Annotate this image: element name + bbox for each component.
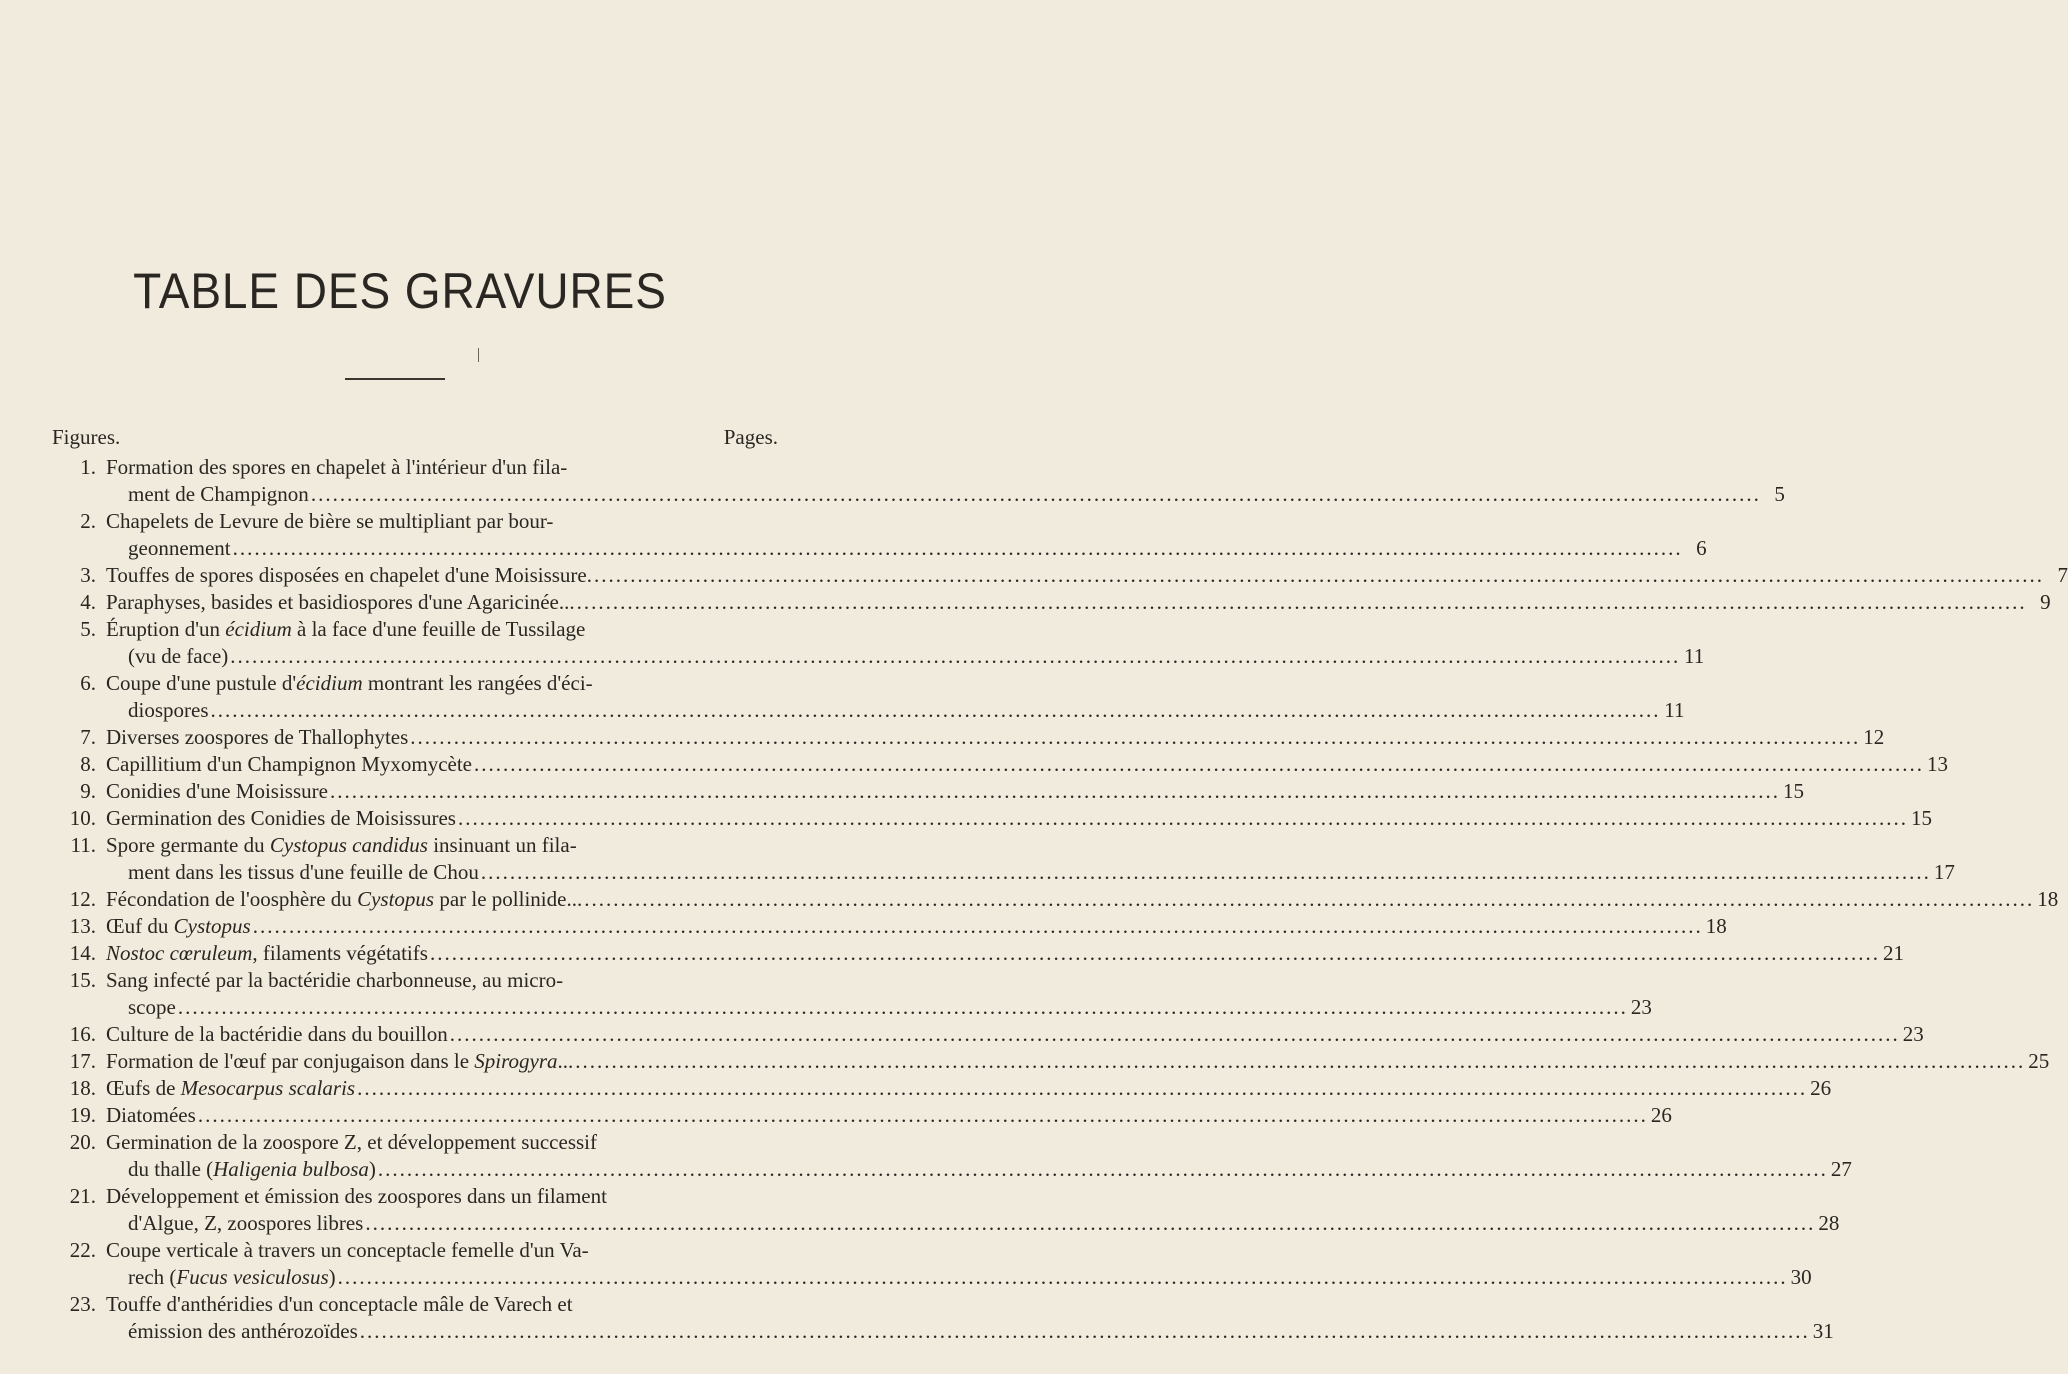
caption-text: scope	[128, 995, 176, 1019]
figure-number: 9.	[80, 779, 96, 803]
dot-leader	[330, 778, 1780, 805]
list-item	[52, 886, 2059, 913]
caption-line: Coupe verticale à travers un conceptacle femelle d'un Va-	[106, 1238, 589, 1262]
caption-last-line	[106, 886, 2058, 913]
figure-number: 21.	[69, 1184, 96, 1208]
caption-last-line	[106, 913, 1727, 940]
figure-caption	[106, 589, 2051, 616]
caption-text: Diverses zoospores de Thallophytes	[106, 725, 409, 749]
dot-leader	[378, 1156, 1828, 1183]
page-number: 15	[1782, 779, 1804, 803]
caption-line: Germination de la zoospore Z, et développement successif	[106, 1130, 597, 1154]
list-item	[52, 508, 1707, 562]
figure-number: 2.	[80, 509, 96, 533]
figure-caption	[106, 1021, 1924, 1048]
dot-leader	[450, 1021, 1900, 1048]
caption-text: ment de Champignon	[128, 482, 309, 506]
dot-leader	[311, 481, 1761, 508]
figure-caption	[106, 1291, 1834, 1345]
figure-caption	[106, 1129, 1852, 1183]
list-item	[52, 913, 1727, 940]
page-number: 18	[1705, 914, 1727, 938]
figure-caption	[106, 913, 1727, 940]
caption-last-line	[106, 994, 1652, 1021]
pages-label: Pages.	[723, 425, 778, 449]
page-number: 6	[1696, 536, 1707, 560]
figure-caption	[106, 1102, 1672, 1129]
caption-last-line	[106, 1048, 2049, 1075]
caption-last-line	[106, 724, 1884, 751]
figure-number: 3.	[80, 563, 96, 587]
figure-caption	[106, 616, 1704, 670]
figure-caption	[106, 670, 1685, 724]
figure-caption	[106, 805, 1932, 832]
dot-leader	[357, 1075, 1807, 1102]
dot-leader	[365, 1210, 1815, 1237]
figure-number: 16.	[69, 1022, 96, 1046]
dot-leader	[575, 1048, 2025, 1075]
figure-number: 10.	[69, 806, 96, 830]
figure-caption	[106, 562, 2068, 589]
list-item	[52, 616, 1705, 670]
list-item	[52, 1021, 1924, 1048]
figure-number: 20.	[69, 1130, 96, 1154]
figure-caption	[106, 1048, 2049, 1075]
dot-leader	[594, 562, 2044, 589]
dot-leader	[253, 913, 1703, 940]
figure-caption	[106, 724, 1884, 751]
dot-leader	[233, 535, 1683, 562]
figure-caption	[106, 886, 2058, 913]
caption-text: Fécondation de l'oosphère du Cystopus par le pollinide...	[106, 887, 583, 911]
caption-text: ment dans les tissus d'une feuille de Chou	[128, 860, 479, 884]
list-item	[52, 1183, 1840, 1237]
figure-caption	[106, 751, 1948, 778]
dot-leader	[410, 724, 1860, 751]
caption-last-line	[106, 751, 1948, 778]
list-item	[52, 589, 2051, 616]
dot-leader	[338, 1264, 1788, 1291]
caption-text: Conidies d'une Moisissure	[106, 779, 328, 803]
caption-text: Capillitium d'un Champignon Myxomycète	[106, 752, 473, 776]
list-item	[52, 1237, 1812, 1291]
caption-last-line	[106, 805, 1932, 832]
caption-line: Sang infecté par la bactéridie charbonneuse, au micro-	[106, 968, 564, 992]
page-number: 28	[1818, 1211, 1840, 1235]
page-number: 21	[1882, 941, 1904, 965]
figure-number: 13.	[69, 914, 96, 938]
figure-number: 5.	[80, 617, 96, 641]
caption-text: Œuf du Cystopus	[106, 914, 251, 938]
figure-caption	[106, 1075, 1831, 1102]
figure-number: 7.	[80, 725, 96, 749]
page-number: 18	[2037, 887, 2059, 911]
caption-last-line	[106, 1156, 1852, 1183]
list-header	[52, 420, 778, 454]
dot-leader	[458, 805, 1908, 832]
caption-line: Éruption d'un écidium à la face d'une feuille de Tussilage	[106, 617, 586, 641]
dot-leader	[474, 751, 1924, 778]
list-item	[52, 1291, 1834, 1345]
figure-number: 19.	[69, 1103, 96, 1127]
figure-caption	[106, 940, 1904, 967]
figure-number: 17.	[69, 1049, 96, 1073]
caption-last-line	[106, 940, 1904, 967]
figure-caption	[106, 832, 1955, 886]
caption-text: rech (Fucus vesiculosus)	[128, 1265, 336, 1289]
caption-last-line	[106, 1210, 1839, 1237]
caption-text: émission des anthérozoïdes	[128, 1319, 358, 1343]
caption-line: Spore germante du Cystopus candidus insinuant un fila-	[106, 833, 577, 857]
list-item	[52, 1075, 1832, 1102]
page-number: 13	[1927, 752, 1949, 776]
caption-text: d'Algue, Z, zoospores libres	[128, 1211, 364, 1235]
figure-number: 4.	[80, 590, 96, 614]
dot-leader	[198, 1102, 1648, 1129]
page-number: 9	[2040, 590, 2051, 614]
caption-last-line	[106, 535, 1707, 562]
page-number: 27	[1830, 1157, 1852, 1181]
figure-number: 14.	[69, 941, 96, 965]
caption-text: Paraphyses, basides et basidiospores d'une Agaricinée...	[106, 590, 575, 614]
caption-last-line	[106, 481, 1785, 508]
caption-line: Coupe d'une pustule d'écidium montrant les rangées d'éci-	[106, 671, 593, 695]
figure-number: 11.	[70, 833, 96, 857]
caption-last-line	[106, 697, 1685, 724]
figure-list	[52, 420, 2068, 1345]
caption-last-line	[106, 589, 2051, 616]
figure-caption	[106, 967, 1652, 1021]
dot-leader	[430, 940, 1880, 967]
list-item	[52, 940, 1904, 967]
list-item	[52, 778, 1804, 805]
caption-line: Développement et émission des zoospores dans un filament	[106, 1184, 607, 1208]
caption-line: Touffe d'anthéridies d'un conceptacle mâle de Varech et	[106, 1292, 573, 1316]
figure-number: 6.	[80, 671, 96, 695]
page-number: 12	[1863, 725, 1885, 749]
printer-mark	[478, 348, 479, 362]
page-number: 7	[2057, 563, 2068, 587]
page-number: 11	[1664, 698, 1685, 722]
caption-last-line	[106, 1318, 1834, 1345]
list-item	[52, 724, 1885, 751]
list-item	[52, 751, 1949, 778]
page-number: 31	[1812, 1319, 1834, 1343]
list-item	[52, 670, 1685, 724]
figure-caption	[106, 508, 1707, 562]
page-number: 26	[1650, 1103, 1672, 1127]
figure-caption	[106, 454, 1785, 508]
caption-text: Formation de l'œuf par conjugaison dans le Spirogyra...	[106, 1049, 574, 1073]
list-item	[52, 1102, 1672, 1129]
dot-leader	[211, 697, 1661, 724]
figure-caption	[106, 1237, 1812, 1291]
caption-text: du thalle (Haligenia bulbosa)	[128, 1157, 376, 1181]
list-item	[52, 967, 1652, 1021]
list-item	[52, 805, 1932, 832]
dot-leader	[230, 643, 1680, 670]
caption-line: Formation des spores en chapelet à l'intérieur d'un fila-	[106, 455, 568, 479]
caption-text: diospores	[128, 698, 209, 722]
figure-number: 12.	[69, 887, 96, 911]
list-item	[52, 832, 1955, 886]
dot-leader	[178, 994, 1628, 1021]
page-number: 15	[1910, 806, 1932, 830]
page-number: 25	[2028, 1049, 2050, 1073]
caption-last-line	[106, 1075, 1831, 1102]
page-number: 17	[1933, 860, 1955, 884]
caption-last-line	[106, 1102, 1672, 1129]
list-item	[52, 1048, 2050, 1075]
caption-last-line	[106, 1021, 1924, 1048]
caption-line: Chapelets de Levure de bière se multipliant par bour-	[106, 509, 554, 533]
dot-leader	[577, 589, 2027, 616]
figure-caption	[106, 1183, 1839, 1237]
caption-last-line	[106, 778, 1804, 805]
figure-number: 23.	[69, 1292, 96, 1316]
caption-text: Culture de la bactéridie dans du bouillon	[106, 1022, 448, 1046]
figure-number: 18.	[69, 1076, 96, 1100]
caption-text: (vu de face)	[128, 644, 229, 668]
caption-text: Germination des Conidies de Moisissures	[106, 806, 456, 830]
caption-last-line	[106, 643, 1704, 670]
figure-number: 8.	[80, 752, 96, 776]
caption-last-line	[106, 1264, 1812, 1291]
caption-text: Nostoc cœruleum, filaments végétatifs	[106, 941, 428, 965]
list-item	[52, 1129, 1852, 1183]
list-item	[52, 562, 2068, 589]
dot-leader	[481, 859, 1931, 886]
page-title: TABLE DES GRAVURES	[133, 263, 667, 319]
list-item	[52, 454, 1785, 508]
caption-text: Touffes de spores disposées en chapelet d'une Moisissure.	[106, 563, 592, 587]
caption-last-line	[106, 859, 1955, 886]
page-number: 11	[1684, 644, 1705, 668]
page-number: 5	[1774, 482, 1785, 506]
page-number: 30	[1790, 1265, 1812, 1289]
figure-number: 15.	[69, 968, 96, 992]
caption-text: Diatomées	[106, 1103, 196, 1127]
dot-leader	[360, 1318, 1810, 1345]
figures-label: Figures.	[52, 425, 121, 449]
title-rule	[345, 378, 445, 380]
dot-leader	[584, 886, 2034, 913]
figure-caption	[106, 778, 1804, 805]
page-number: 23	[1902, 1022, 1924, 1046]
caption-text: geonnement	[128, 536, 231, 560]
figure-number: 22.	[69, 1238, 96, 1262]
caption-text: Œufs de Mesocarpus scalaris	[106, 1076, 356, 1100]
page-number: 26	[1810, 1076, 1832, 1100]
caption-last-line	[106, 562, 2068, 589]
page-number: 23	[1630, 995, 1652, 1019]
figure-number: 1.	[80, 455, 96, 479]
entries-container	[52, 454, 2068, 1345]
